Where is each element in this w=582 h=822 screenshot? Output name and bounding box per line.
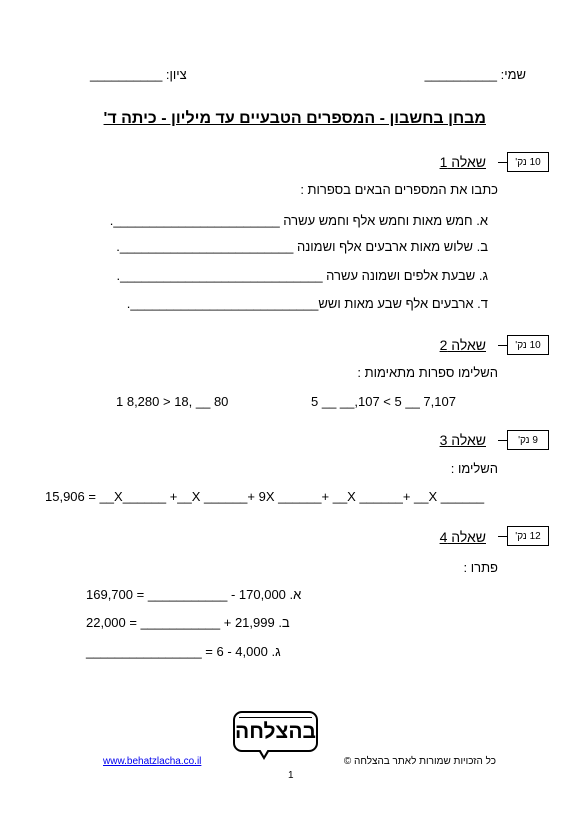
q1-item-b: ב. שלוש מאות ארבעים אלף ושמונה ________________________. (116, 239, 488, 254)
q2-points-box: 10 נק' (507, 335, 549, 355)
behatzlacha-logo (233, 711, 318, 752)
q3-label: שאלה 3 (439, 432, 486, 448)
q1-item-c: ג. שבעת אלפים ושמונה עשרה ____________________________. (116, 268, 488, 283)
name-field-label: שמי: __________ (424, 67, 526, 82)
copyright-notice: כל הזכויות שמורות לאתר בהצלחה © (343, 756, 496, 767)
q2-left-expression: 1 8,280 > 18, __ 80 (116, 394, 229, 409)
page-number: 1 (288, 770, 294, 781)
q4-item-b: ב. 21,999 + ___________ = 22,000 (86, 615, 290, 630)
q4-points-box: 12 נק' (507, 526, 549, 546)
q1-points-box: 10 נק' (507, 152, 549, 172)
q4-instruction: פתרו : (463, 560, 498, 575)
q2-instruction: השלימו ספרות מתאימות : (357, 365, 498, 380)
q3-points-box: 9 נק' (507, 430, 549, 450)
grade-field-label: ציון: __________ (90, 67, 187, 82)
q2-label: שאלה 2 (439, 337, 486, 353)
logo-text: בהצלחה (235, 719, 316, 743)
q4-item-a: א. 170,000 - ___________ = 169,700 (86, 587, 302, 602)
q1-item-d: ד. ארבעים אלף שבע מאות ושש__________________________. (126, 296, 488, 311)
q3-instruction: השלימו : (450, 461, 498, 476)
q1-item-a: א. חמש מאות וחמש אלף וחמש עשרה _______________________. (109, 213, 488, 228)
q1-label: שאלה 1 (439, 154, 486, 170)
q4-label: שאלה 4 (439, 529, 486, 545)
q2-right-expression: 5 __ __,107 < 5 __ 7,107 (311, 394, 456, 409)
q4-item-c: ג. 4,000 - 6 = ________________ (86, 644, 281, 659)
website-link[interactable]: www.behatzlacha.co.il (103, 756, 202, 767)
q3-equation: 15,906 = __X______ +__X ______+ 9X ______+ __X ______+ __X ______ (45, 489, 485, 504)
page-title: מבחן בחשבון - המספרים הטבעיים עד מיליון - כיתה ד' (103, 110, 486, 127)
q1-instruction: כתבו את המספרים הבאים בספרות : (300, 182, 498, 197)
